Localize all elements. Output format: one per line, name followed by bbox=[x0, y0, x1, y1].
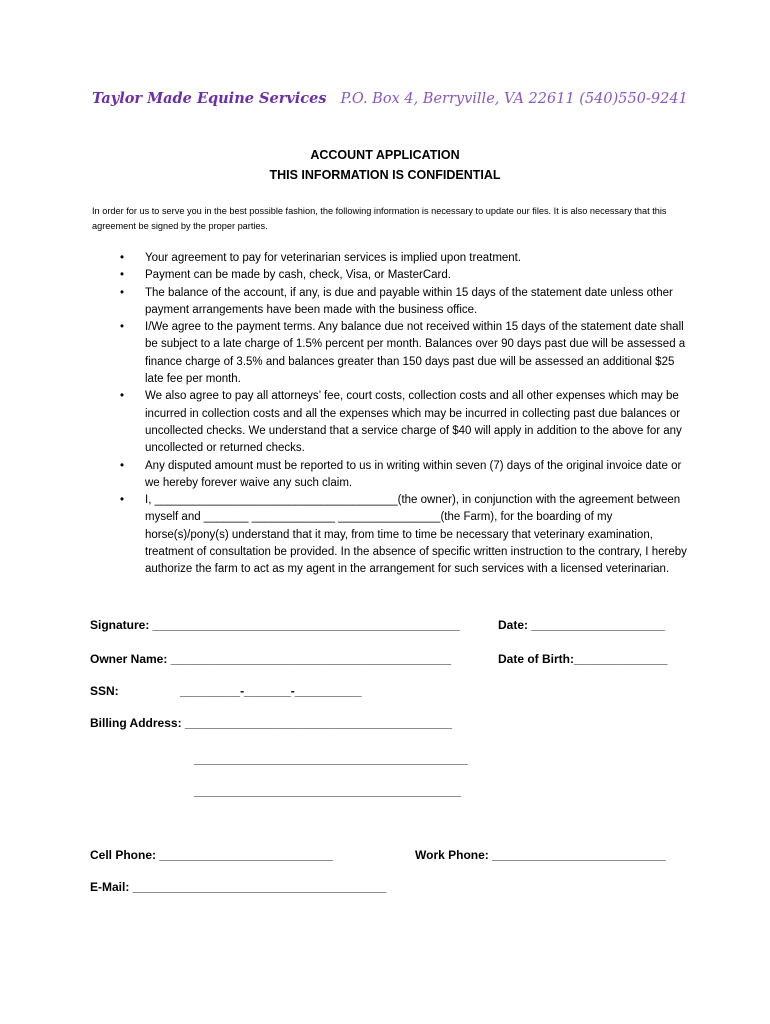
signature-field[interactable]: Signature: ______________________________________________ bbox=[90, 618, 460, 632]
date-field[interactable]: Date: ____________________ bbox=[498, 618, 665, 632]
term-item: • Any disputed amount must be reported to us in writing within seven (7) days of the original invoice date or we hereby forever waive any such claim. bbox=[92, 458, 692, 493]
term-item: • I/We agree to the payment terms. Any balance due not received within 15 days of the statement date shall be subject to a late charge of 1.5% percent per month. Balances over 90 days past due will be assessed a finance charge of 3.5% and balances greater than 150 days past due will be assessed an additional $25 late fee per month. bbox=[92, 319, 692, 388]
billing-address-line2[interactable]: _________________________________________ bbox=[194, 752, 468, 766]
company-address: P.O. Box 4, Berryville, VA 22611 (540)550-9241 bbox=[340, 91, 688, 107]
date-of-birth-field[interactable]: Date of Birth:______________ bbox=[498, 652, 668, 666]
intro-paragraph: In order for us to serve you in the best possible fashion, the following information is necessary to update our files. It is also necessary that this agreement be signed by the proper parties. bbox=[92, 206, 667, 231]
term-item: • We also agree to pay all attorneys’ fee, court costs, collection costs and all other expenses which may be incurred in collection costs and all the expenses which may be incurred in collecting past due balances or uncollected checks. We understand that a service charge of $40 will apply in addition to the above for any uncollected or returned checks. bbox=[92, 388, 692, 457]
term-item: • Payment can be made by cash, check, Visa, or MasterCard. bbox=[92, 267, 692, 284]
billing-address-field[interactable]: Billing Address: ________________________________________ bbox=[90, 716, 452, 730]
term-item: • I, ______________________________________(the owner), in conjunction with the agreement between myself and _______ _____________ ________________(the Farm), for the boarding of my horse(s)/pony(s) understand that it may, from time to time be necessary that veterinary examination, treatment of consultation be provided. In the absence of specific written instruction to the contrary, I hereby authorize the farm to act as my agent in the arrangement for such services with a licensed veterinarian. bbox=[92, 492, 692, 578]
terms-list bbox=[92, 250, 692, 579]
ssn-label: SSN: bbox=[90, 684, 119, 698]
company-name: Taylor Made Equine Services bbox=[92, 90, 327, 107]
term-item: • The balance of the account, if any, is due and payable within 15 days of the statement date unless other payment arrangements have been made with the business office. bbox=[92, 285, 692, 320]
document-title: ACCOUNT APPLICATION bbox=[310, 148, 460, 162]
term-item: • Your agreement to pay for veterinarian services is implied upon treatment. bbox=[92, 250, 692, 267]
letterhead bbox=[92, 90, 712, 107]
owner-name-field[interactable]: Owner Name: __________________________________________ bbox=[90, 652, 451, 666]
email-field[interactable]: E-Mail: ______________________________________ bbox=[90, 880, 387, 894]
confidential-notice: THIS INFORMATION IS CONFIDENTIAL bbox=[269, 168, 501, 182]
cell-phone-field[interactable]: Cell Phone: __________________________ bbox=[90, 848, 333, 862]
work-phone-field[interactable]: Work Phone: __________________________ bbox=[415, 848, 666, 862]
ssn-field[interactable]: _________-_______-__________ bbox=[180, 684, 362, 698]
billing-address-line3[interactable]: ________________________________________ bbox=[194, 784, 461, 798]
